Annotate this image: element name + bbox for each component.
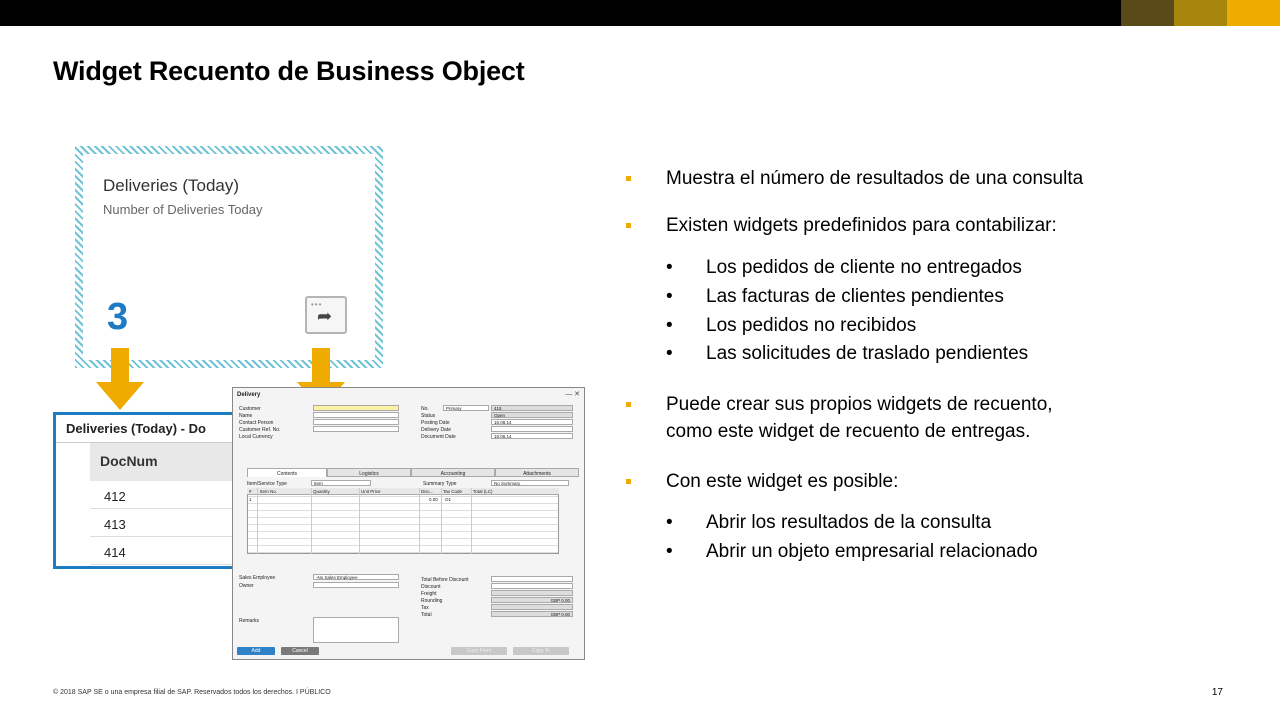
tab-accounting[interactable]: Accounting [411, 468, 495, 477]
widget-subtitle: Number of Deliveries Today [103, 202, 263, 217]
arrow-redo-icon: ➦ [317, 306, 333, 326]
grid-col-header: Tax Code [443, 489, 463, 494]
field-label: Delivery Date [421, 427, 452, 433]
table-row[interactable]: 414 [90, 537, 240, 565]
copyright-footer: © 2018 SAP SE o una empresa filial de SAP. Reservados todos los derechos. I PÚBLICO [53, 689, 331, 696]
document-date-value: 16.06.14 [494, 434, 512, 439]
widget-count[interactable]: 3 [107, 296, 129, 338]
rounding-field: GBP 0.00 [491, 597, 573, 603]
field-label: Item/Service Type [247, 481, 287, 487]
totals-label: Total Before Discount [421, 577, 469, 583]
share-arrow-icon[interactable] [305, 296, 347, 334]
grid-col-divider [471, 488, 472, 554]
summary-type-select[interactable] [491, 480, 569, 486]
page-number: 17 [1211, 687, 1223, 698]
table-row[interactable]: 413 [90, 509, 240, 537]
field-label: Name [239, 413, 253, 419]
bullet-text: Existen widgets predefinidos para contabilizar: [666, 215, 1057, 236]
field-label: Status [421, 413, 436, 419]
bullet-dot-icon: • [666, 512, 673, 533]
sub-bullet-text: Las solicitudes de traslado pendientes [706, 343, 1029, 364]
grid-col-divider [311, 488, 312, 554]
grid-col-header: Disc... [421, 489, 434, 494]
doc-number-value: 415 [494, 406, 502, 411]
bullet-square-icon [626, 479, 631, 484]
form-tabs [247, 468, 569, 477]
total-field: GBP 0.00 [491, 611, 573, 617]
grid-col-divider [359, 488, 360, 554]
totals-label: Freight [421, 591, 437, 597]
field-label: Customer [239, 406, 261, 412]
series-value: Primary [446, 406, 462, 411]
field-label: Sales Employee [239, 575, 276, 581]
contact-person-select[interactable] [313, 419, 399, 425]
sub-bullet-text: Abrir los resultados de la consulta [706, 512, 992, 533]
discount-field[interactable] [491, 583, 573, 589]
down-arrow-left-icon [96, 348, 144, 410]
item-service-type-value: Item [314, 481, 323, 486]
copy-to-button[interactable]: Copy To [513, 647, 569, 655]
field-label: No. [421, 406, 429, 412]
sales-employee-value: -No Sales Employee- [316, 575, 359, 580]
document-date-field[interactable] [491, 433, 573, 439]
count-widget-body [83, 154, 375, 360]
owner-field[interactable] [313, 582, 399, 588]
series-select[interactable] [443, 405, 489, 411]
posting-date-value: 16.06.14 [494, 420, 512, 425]
bullet-dot-icon: • [666, 541, 673, 562]
accent-swatch-gold [1227, 0, 1280, 26]
bullet-text: como este widget de recuento de entregas. [666, 421, 1031, 442]
sub-bullet-text: Los pedidos no recibidos [706, 315, 917, 336]
grid-col-header: Total (LC) [473, 489, 493, 494]
name-field[interactable] [313, 412, 399, 418]
results-column-header[interactable]: DocNum [90, 443, 240, 481]
items-grid[interactable] [247, 488, 559, 554]
bullet-square-icon [626, 402, 631, 407]
sub-bullet-text: Abrir un objeto empresarial relacionado [706, 541, 1038, 562]
query-results-list [53, 412, 243, 569]
bullet-square-icon [626, 176, 631, 181]
grid-col-divider [257, 488, 258, 554]
customer-ref-field[interactable] [313, 426, 399, 432]
bullet-dot-icon: • [666, 343, 673, 364]
delivery-date-field[interactable] [491, 426, 573, 432]
customer-field[interactable] [313, 405, 399, 411]
tab-logistics[interactable]: Logistics [327, 468, 411, 477]
close-icon[interactable]: — ✕ [565, 391, 580, 398]
field-label: Local Currency [239, 434, 273, 440]
copy-from-button[interactable]: Copy From [451, 647, 507, 655]
field-label: Document Date [421, 434, 456, 440]
tab-attachments[interactable]: Attachments [495, 468, 579, 477]
delivery-form-window [232, 387, 585, 660]
form-title: Delivery [237, 392, 261, 398]
field-label: Owner [239, 583, 254, 589]
totals-label: Tax [421, 605, 429, 611]
field-label: Contact Person [239, 420, 274, 426]
add-button[interactable]: Add [237, 647, 275, 655]
totals-label: Total [421, 612, 432, 618]
field-label: Posting Date [421, 420, 450, 426]
grid-row-disc: 0.00 [429, 497, 438, 502]
grid-col-divider [441, 488, 442, 554]
bullet-text: Puede crear sus propios widgets de recuento, [666, 394, 1053, 415]
status-field [491, 412, 573, 418]
bullet-square-icon [626, 223, 631, 228]
results-title: Deliveries (Today) - Do [56, 415, 240, 443]
accent-swatch-dark [1121, 0, 1174, 26]
bullet-dot-icon: • [666, 315, 673, 336]
sub-bullet-text: Los pedidos de cliente no entregados [706, 257, 1022, 278]
sales-employee-select[interactable] [313, 574, 399, 580]
top-bar [0, 0, 1280, 26]
cancel-button[interactable]: Cancel [281, 647, 319, 655]
bullet-dot-icon: • [666, 286, 673, 307]
totals-label: Discount [421, 584, 441, 590]
tax-field [491, 604, 573, 610]
bullet-dot-icon: • [666, 257, 673, 278]
item-service-type-select[interactable] [311, 480, 371, 486]
slide-title: Widget Recuento de Business Object [53, 56, 525, 86]
grid-col-header: Unit Price [361, 489, 381, 494]
widget-title: Deliveries (Today) [103, 176, 240, 195]
bullet-text: Muestra el número de resultados de una consulta [666, 168, 1084, 189]
grid-col-header: Item No. [260, 489, 278, 494]
items-grid-header [247, 488, 559, 495]
tab-contents[interactable]: Contents [247, 468, 327, 477]
grid-col-divider [419, 488, 420, 554]
remarks-field[interactable] [313, 617, 399, 643]
field-label: Remarks [239, 618, 260, 624]
grid-col-header: # [249, 489, 252, 494]
table-row[interactable]: 412 [90, 481, 240, 509]
field-label: Summary Type [423, 481, 457, 487]
grid-row-num: 1 [249, 497, 252, 502]
totals-label: Rounding [421, 598, 443, 604]
total-before-discount-field [491, 576, 573, 582]
grid-col-header: Quantity [313, 489, 330, 494]
status-value: Open [494, 413, 506, 418]
posting-date-field[interactable] [491, 419, 573, 425]
window-dots-icon: ••• [311, 300, 323, 309]
sub-bullet-text: Las facturas de clientes pendientes [706, 286, 1004, 307]
doc-number-field[interactable] [491, 405, 573, 411]
grid-row-tax: O1 [445, 497, 452, 502]
bullet-text: Con este widget es posible: [666, 471, 899, 492]
summary-type-value: No Summary [494, 481, 521, 486]
freight-field[interactable] [491, 590, 573, 596]
field-label: Customer Ref. No. [239, 427, 281, 433]
count-widget-tile[interactable] [75, 146, 383, 368]
accent-swatch-mid [1174, 0, 1227, 26]
